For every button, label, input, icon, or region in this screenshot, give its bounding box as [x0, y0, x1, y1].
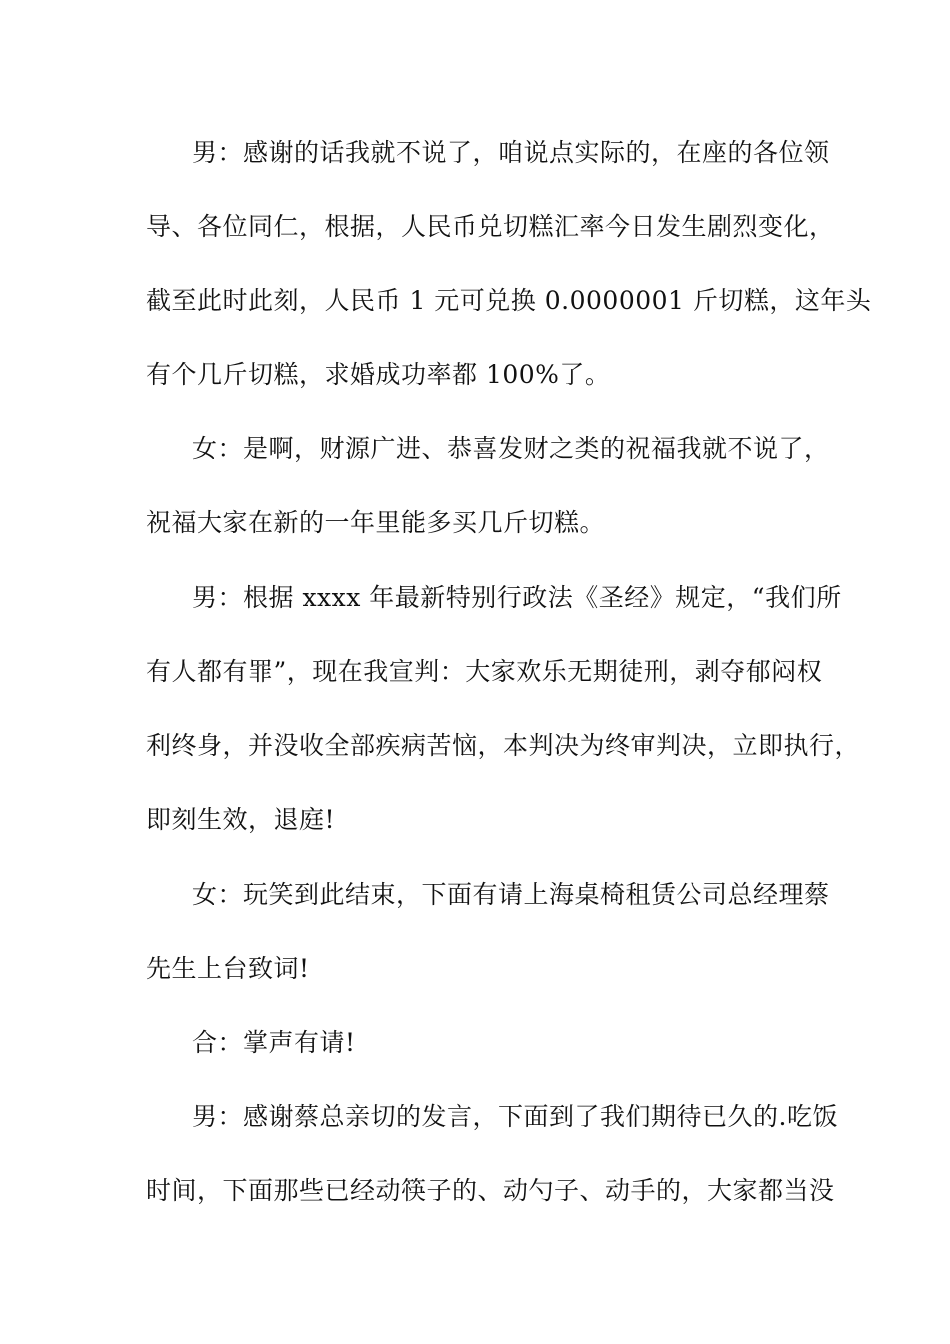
paragraph-line: 时间，下面那些已经动筷子的、动勺子、动手的，大家都当没	[146, 1176, 835, 1205]
paragraph-line: 合：掌声有请!	[192, 1028, 356, 1057]
paragraph-line: 有人都有罪”，现在我宣判：大家欢乐无期徒刑，剥夺郁闷权	[146, 657, 823, 686]
paragraph-line: 导、各位同仁，根据，人民币兑切糕汇率今日发生剧烈变化，	[146, 212, 835, 241]
paragraph-line: 女：玩笑到此结束，下面有请上海桌椅租赁公司总经理蔡	[192, 880, 830, 909]
paragraph-line: 先生上台致词!	[146, 954, 310, 983]
paragraph-line: 截至此时此刻，人民币 1 元可兑换 0.0000001 斤切糕，这年头	[146, 286, 872, 315]
paragraph-line: 男：感谢的话我就不说了，咱说点实际的，在座的各位领	[192, 138, 830, 167]
paragraph-line: 即刻生效，退庭!	[146, 805, 336, 834]
paragraph-line: 男：根据 xxxx 年最新特别行政法《圣经》规定，“我们所	[192, 583, 842, 612]
paragraph-line: 利终身，并没收全部疾病苦恼，本判决为终审判决，立即执行，	[146, 731, 861, 760]
paragraph-line: 祝福大家在新的一年里能多买几斤切糕。	[146, 508, 606, 537]
paragraph-line: 有个几斤切糕，求婚成功率都 100%了。	[146, 360, 611, 389]
paragraph-line: 女：是啊，财源广进、恭喜发财之类的祝福我就不说了，	[192, 434, 830, 463]
paragraph-line: 男：感谢蔡总亲切的发言，下面到了我们期待已久的.吃饭	[192, 1102, 838, 1131]
